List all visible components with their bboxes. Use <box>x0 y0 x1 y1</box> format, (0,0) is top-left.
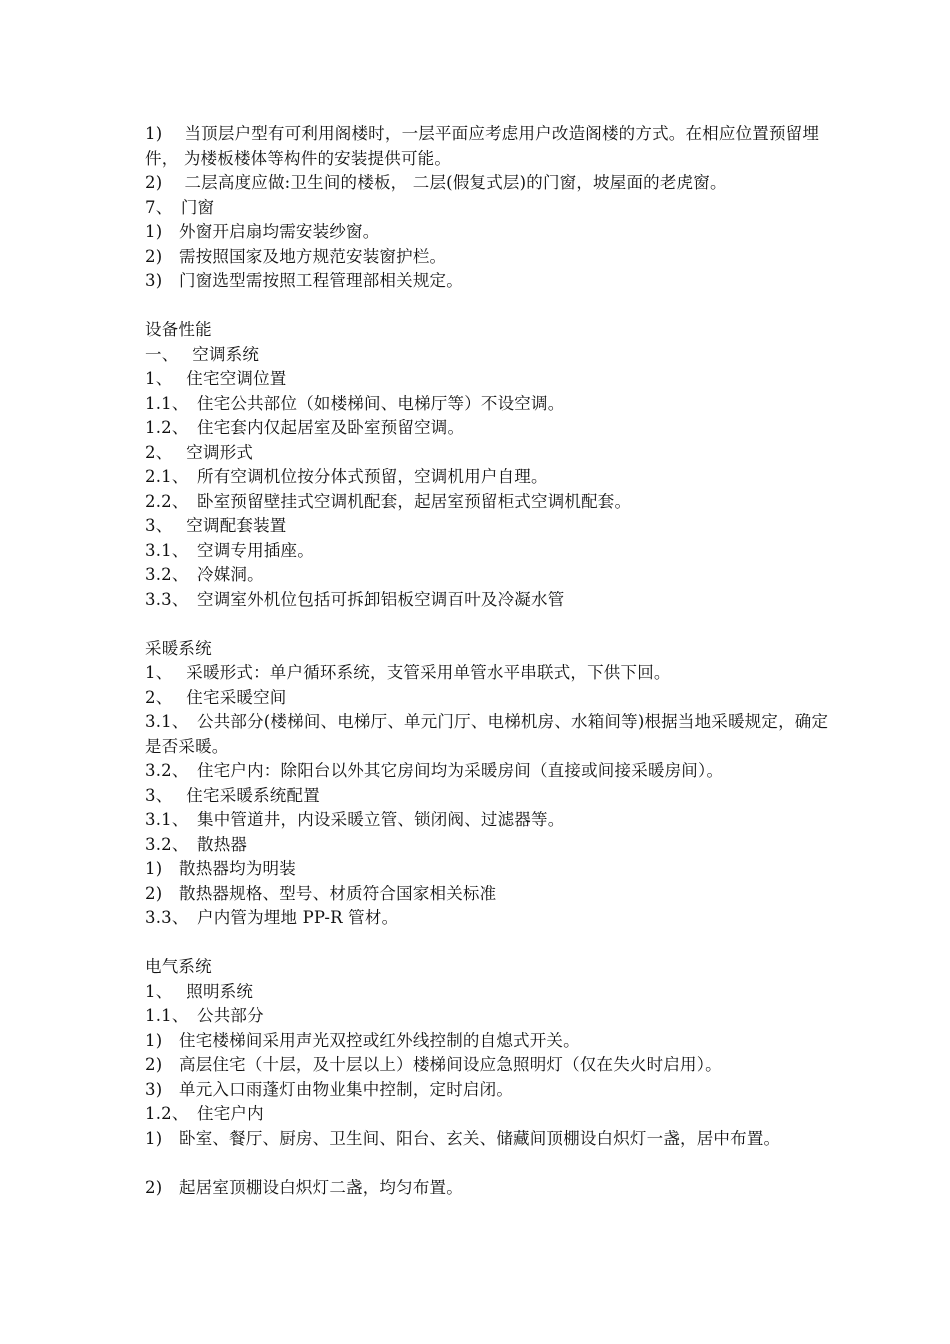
para-heating-config-3-2: 3.2、 散热器 <box>145 834 248 854</box>
blank-line <box>145 1151 835 1176</box>
blank-line <box>145 931 835 956</box>
heading-ac-support: 3、 空调配套装置 <box>145 516 287 535</box>
para-heating-3-1: 3.1、 公共部分(楼梯间、电梯厅、单元门厅、电梯机房、水箱间等)根据当地采暖规定，确定是否采暖。 <box>145 712 829 756</box>
para-lighting-public-2: 2) 高层住宅（十层，及十层以上）楼梯间设应急照明灯（仅在失火时启用）。 <box>145 1055 722 1074</box>
heading-ac-system: 一、 空调系统 <box>145 344 260 364</box>
para-ac-2-2: 2.2、 卧室预留壁挂式空调机配套，起居室预留柜式空调机配套。 <box>145 491 632 511</box>
section-equipment: 设备性能 <box>145 320 212 339</box>
para-ac-3-1: 3.1、 空调专用插座。 <box>145 540 314 560</box>
para-heating-config-3-1: 3.1、 集中管道井，内设采暖立管、锁闭阀、过滤器等。 <box>145 810 565 829</box>
para-radiator-2: 2) 散热器规格、型号、材质符合国家相关标准 <box>145 883 497 903</box>
blank-line <box>145 294 835 319</box>
para-lighting-indoor-1: 1) 卧室、餐厅、厨房、卫生间、阳台、玄关、储藏间顶棚设白炽灯一盏，居中布置。 <box>145 1128 781 1148</box>
heading-lighting: 1、 照明系统 <box>145 981 254 1001</box>
para-ac-1-2: 1.2、 住宅套内仅起居室及卧室预留空调。 <box>145 418 465 437</box>
heading-ac-position: 1、 住宅空调位置 <box>145 369 287 388</box>
heading-lighting-public: 1.1、 公共部分 <box>145 1006 264 1025</box>
para-ac-1-1: 1.1、 住宅公共部位（如楼梯间、电梯厅等）不设空调。 <box>145 393 565 413</box>
document-page <box>145 122 835 1200</box>
para-ac-2-1: 2.1、 所有空调机位按分体式预留，空调机用户自理。 <box>145 467 548 486</box>
para-heating-config-3-3: 3.3、 户内管为埋地 PP-R 管材。 <box>145 908 399 927</box>
para-radiator-1: 1) 散热器均为明装 <box>145 859 296 878</box>
heading-lighting-indoor: 1.2、 住宅户内 <box>145 1104 264 1123</box>
para-window-3: 3) 门窗选型需按照工程管理部相关规定。 <box>145 271 463 290</box>
heading-heating-config: 3、 住宅采暖系统配置 <box>145 785 320 805</box>
blank-line <box>145 612 835 637</box>
heading-ac-form: 2、 空调形式 <box>145 442 254 462</box>
para-window-1: 1) 外窗开启扇均需安装纱窗。 <box>145 222 380 241</box>
para-heating-3-2: 3.2、 住宅户内：除阳台以外其它房间均为采暖房间（直接或间接采暖房间）。 <box>145 761 724 780</box>
section-heating: 采暖系统 <box>145 638 212 658</box>
para-ac-3-3: 3.3、 空调室外机位包括可拆卸铝板空调百叶及冷凝水管 <box>145 589 565 609</box>
heading-doors-windows: 7、 门窗 <box>145 197 215 217</box>
para-heating-form: 1、 采暖形式：单户循环系统，支管采用单管水平串联式，下供下回。 <box>145 663 671 682</box>
para-window-2: 2) 需按照国家及地方规范安装窗护栏。 <box>145 246 447 266</box>
para-attic-1: 1) 当顶层户型有可利用阁楼时，一层平面应考虑用户改造阁楼的方式。在相应位置预留埋件， 为楼板楼体等构件的安装提供可能。 <box>145 124 820 168</box>
heading-heating-space: 2、 住宅采暖空间 <box>145 687 287 707</box>
section-electrical: 电气系统 <box>145 957 212 976</box>
para-lighting-public-1: 1) 住宅楼梯间采用声光双控或红外线控制的自熄式开关。 <box>145 1030 580 1050</box>
para-lighting-public-3: 3) 单元入口雨蓬灯由物业集中控制，定时启闭。 <box>145 1079 514 1099</box>
para-lighting-indoor-2: 2) 起居室顶棚设白炽灯二盏，均匀布置。 <box>145 1177 463 1197</box>
para-attic-2: 2) 二层高度应做:卫生间的楼板， 二层(假复式层)的门窗，坡屋面的老虎窗。 <box>145 173 727 192</box>
para-ac-3-2: 3.2、 冷媒洞。 <box>145 565 264 584</box>
